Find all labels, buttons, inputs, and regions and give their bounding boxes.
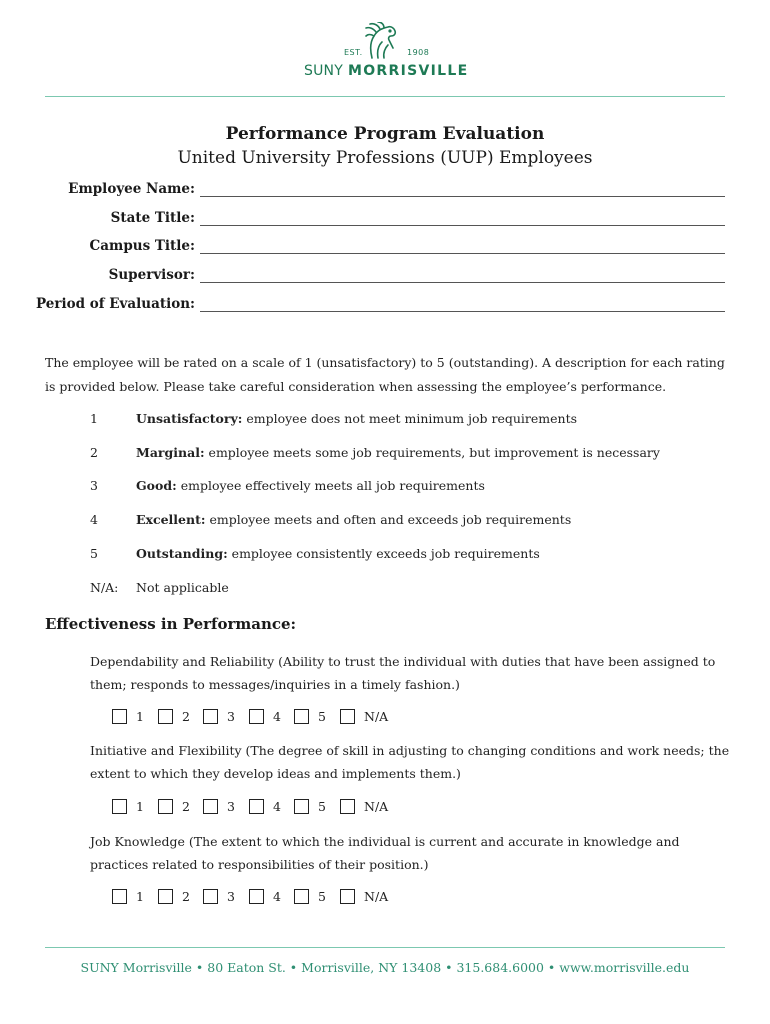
checkbox-label: 4 bbox=[273, 889, 281, 904]
checkbox[interactable] bbox=[340, 889, 355, 904]
scale-item bbox=[0, 411, 770, 431]
scale-text: employee effectively meets all job requirements bbox=[180, 478, 485, 493]
document-title: Performance Program Evaluation bbox=[225, 124, 545, 144]
scale-text: employee meets and often and exceeds job requirements bbox=[209, 512, 572, 527]
field-supervisor bbox=[0, 267, 770, 287]
mustang-horse-icon bbox=[360, 22, 404, 62]
field-fill-line[interactable] bbox=[200, 282, 725, 283]
checkbox[interactable] bbox=[158, 799, 173, 814]
scale-item bbox=[0, 512, 770, 532]
rating-instructions: The employee will be rated on a scale of 1 (unsatisfactory) to 5 (outstanding). A description for each rating is provided below. Please take careful consideration when assessing the employee’s performance. bbox=[45, 355, 725, 394]
scale-text: Not applicable bbox=[136, 580, 229, 595]
checkbox-label: N/A bbox=[364, 709, 389, 724]
field-state-title bbox=[0, 210, 770, 230]
criterion-job-knowledge: Job Knowledge (The extent to which the individual is current and accurate in knowledge and practices related to responsibilities of their position.) bbox=[90, 834, 680, 872]
scale-term: Good: bbox=[136, 478, 177, 493]
logo-suny-text: SUNY bbox=[304, 63, 343, 79]
field-employee-name bbox=[0, 181, 770, 201]
scale-text: employee consistently exceeds job requirements bbox=[231, 546, 540, 561]
scale-text: employee meets some job requirements, but improvement is necessary bbox=[208, 445, 660, 460]
checkbox-label: N/A bbox=[364, 799, 389, 814]
scale-number: 1 bbox=[90, 411, 98, 426]
college-logo bbox=[0, 20, 770, 82]
checkbox-label: 5 bbox=[318, 709, 326, 724]
scale-description bbox=[136, 546, 540, 561]
checkbox[interactable] bbox=[294, 709, 309, 724]
checkbox[interactable] bbox=[203, 799, 218, 814]
checkbox[interactable] bbox=[112, 889, 127, 904]
scale-item bbox=[0, 546, 770, 566]
checkbox-label: 1 bbox=[136, 889, 144, 904]
checkbox[interactable] bbox=[340, 799, 355, 814]
field-label: Campus Title: bbox=[89, 238, 195, 254]
scale-description bbox=[136, 445, 660, 460]
section-title: Effectiveness in Performance: bbox=[45, 615, 297, 633]
scale-term: Marginal: bbox=[136, 445, 205, 460]
field-fill-line[interactable] bbox=[200, 311, 725, 312]
scale-number: 3 bbox=[90, 478, 98, 493]
field-fill-line[interactable] bbox=[200, 225, 725, 226]
header-divider bbox=[45, 96, 725, 97]
checkbox[interactable] bbox=[249, 709, 264, 724]
checkbox-label: 2 bbox=[182, 799, 190, 814]
checkbox-label: 5 bbox=[318, 889, 326, 904]
criterion-dependability: Dependability and Reliability (Ability to trust the individual with duties that have been assigned to them; responds to messages/inquiries in a timely fashion.) bbox=[90, 654, 716, 692]
field-campus-title bbox=[0, 238, 770, 258]
field-label: Supervisor: bbox=[108, 267, 195, 283]
scale-term: Excellent: bbox=[136, 512, 206, 527]
footer-divider bbox=[45, 947, 725, 948]
field-label: State Title: bbox=[110, 210, 195, 226]
field-period-of-evaluation bbox=[0, 296, 770, 316]
scale-description bbox=[136, 478, 485, 493]
checkbox-label: 4 bbox=[273, 799, 281, 814]
checkbox-label: 2 bbox=[182, 889, 190, 904]
checkbox-label: 3 bbox=[227, 889, 235, 904]
checkbox[interactable] bbox=[249, 889, 264, 904]
checkbox[interactable] bbox=[340, 709, 355, 724]
checkbox-label: 3 bbox=[227, 709, 235, 724]
scale-text: employee does not meet minimum job requirements bbox=[246, 411, 578, 426]
checkbox-label: N/A bbox=[364, 889, 389, 904]
logo-college-name: MORRISVILLE bbox=[348, 63, 469, 79]
checkbox[interactable] bbox=[158, 889, 173, 904]
checkbox[interactable] bbox=[112, 799, 127, 814]
field-fill-line[interactable] bbox=[200, 253, 725, 254]
checkbox[interactable] bbox=[203, 889, 218, 904]
checkbox[interactable] bbox=[294, 799, 309, 814]
logo-year-text: 1908 bbox=[407, 48, 430, 57]
checkbox-label: 1 bbox=[136, 709, 144, 724]
checkbox-label: 4 bbox=[273, 709, 281, 724]
checkbox[interactable] bbox=[158, 709, 173, 724]
footer-contact: SUNY Morrisville • 80 Eaton St. • Morrisville, NY 13408 • 315.684.6000 • www.morrisville.edu bbox=[80, 960, 690, 975]
scale-description bbox=[136, 512, 571, 527]
document-subtitle: United University Professions (UUP) Employees bbox=[177, 148, 593, 168]
scale-number: 4 bbox=[90, 512, 98, 527]
scale-term: Unsatisfactory: bbox=[136, 411, 243, 426]
checkbox-label: 1 bbox=[136, 799, 144, 814]
scale-description bbox=[136, 411, 577, 426]
criterion-initiative: Initiative and Flexibility (The degree of skill in adjusting to changing conditions and work needs; the extent to which they develop ideas and implements them.) bbox=[90, 743, 730, 781]
scale-term: Outstanding: bbox=[136, 546, 228, 561]
checkbox-label: 2 bbox=[182, 709, 190, 724]
checkbox[interactable] bbox=[294, 889, 309, 904]
scale-number: 2 bbox=[90, 445, 98, 460]
checkbox-label: 5 bbox=[318, 799, 326, 814]
scale-item bbox=[0, 580, 770, 600]
scale-item bbox=[0, 445, 770, 465]
logo-est-text: EST. bbox=[344, 48, 363, 57]
scale-number: 5 bbox=[90, 546, 98, 561]
checkbox[interactable] bbox=[112, 709, 127, 724]
scale-description bbox=[136, 580, 229, 595]
checkbox[interactable] bbox=[203, 709, 218, 724]
field-fill-line[interactable] bbox=[200, 196, 725, 197]
checkbox-label: 3 bbox=[227, 799, 235, 814]
checkbox[interactable] bbox=[249, 799, 264, 814]
scale-item bbox=[0, 478, 770, 498]
field-label: Employee Name: bbox=[68, 181, 195, 197]
field-label: Period of Evaluation: bbox=[35, 296, 195, 312]
scale-number: N/A: bbox=[90, 580, 119, 595]
